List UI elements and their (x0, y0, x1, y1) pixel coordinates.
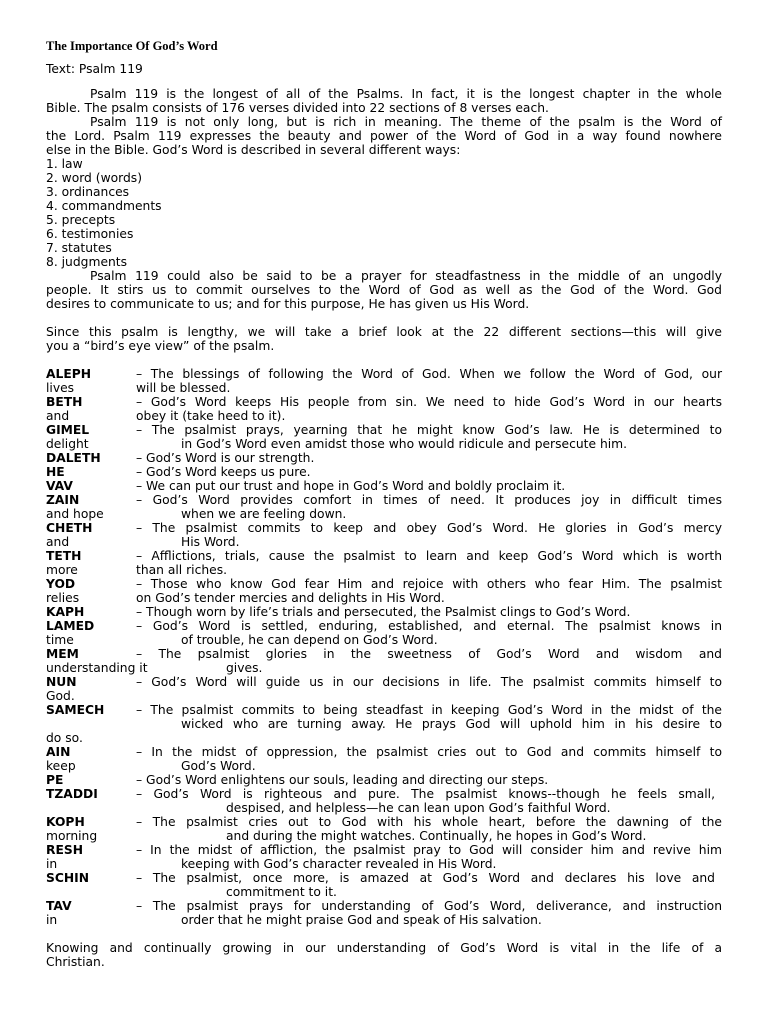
section-desc-continuation: God’s Word. (181, 759, 256, 773)
section-name-schin: SCHIN (46, 871, 90, 885)
intro-p4-line2: you a “bird’s eye view” of the psalm. (46, 339, 275, 353)
section-name-daleth: DALETH (46, 451, 101, 465)
intro-p3-line3: desires to communicate to us; and for this purpose, He has given us His Word. (46, 297, 530, 311)
section-name-yod: YOD (46, 577, 76, 591)
text-reference: Text: Psalm 119 (46, 62, 143, 76)
section-name-aleph: ALEPH (46, 367, 92, 381)
section-desc-line: – The psalmist glories in the sweetness of God’s Word and wisdom and (136, 647, 722, 661)
section-desc-line: – In the midst of oppression, the psalmist cries out to God and commits himself to (136, 745, 722, 759)
section-desc-line: – The blessings of following the Word of God. When we follow the Word of God, our (136, 367, 722, 381)
section-desc-wrap: lives (46, 381, 75, 395)
document-title: The Importance Of God’s Word (46, 39, 218, 53)
section-desc-continuation: on God’s tender mercies and delights in His Word. (136, 591, 445, 605)
list-item: 7. statutes (46, 241, 112, 255)
section-desc-line: – Afflictions, trials, cause the psalmist to learn and keep God’s Word which is worth (136, 549, 722, 563)
section-desc-continuation: will be blessed. (136, 381, 231, 395)
section-desc-line: – The psalmist cries out to God with his whole heart, before the dawning of the (136, 815, 722, 829)
section-desc-wrap: and (46, 535, 70, 549)
intro-p4-line1: Since this psalm is lengthy, we will take a brief look at the 22 different sections—this will give (46, 325, 722, 339)
section-name-tzaddi: TZADDI (46, 787, 98, 801)
section-name-nun: NUN (46, 675, 77, 689)
intro-p2-line3: else in the Bible. God’s Word is described in several different ways: (46, 143, 461, 157)
list-item: 5. precepts (46, 213, 116, 227)
section-name-tav: TAV (46, 899, 72, 913)
intro-p1-line2: Bible. The psalm consists of 176 verses divided into 22 sections of 8 verses each. (46, 101, 549, 115)
intro-p3-line2: people. It stirs us to commit ourselves to the Word of God as well as the God of the Word. God (46, 283, 722, 297)
section-name-teth: TETH (46, 549, 82, 563)
section-desc-wrap: keep (46, 759, 76, 773)
section-desc-line: – God’s Word enlightens our souls, leading and directing our steps. (136, 773, 549, 787)
section-desc-wrap: and (46, 409, 70, 423)
section-desc-continuation: despised, and helpless—he can lean upon God’s faithful Word. (226, 801, 611, 815)
section-desc-line: – God’s Word is righteous and pure. The psalmist knows--though he feels small, (136, 787, 715, 801)
section-name-pe: PE (46, 773, 64, 787)
list-item: 1. law (46, 157, 83, 171)
section-desc-wrap: delight (46, 437, 89, 451)
section-desc-wrap: morning (46, 829, 98, 843)
list-item: 6. testimonies (46, 227, 134, 241)
section-desc-line: – The psalmist prays for understanding of God’s Word, deliverance, and instruction (136, 899, 722, 913)
list-item: 4. commandments (46, 199, 162, 213)
section-desc-continuation: obey it (take heed to it). (136, 409, 286, 423)
intro-p3-line1: Psalm 119 could also be said to be a prayer for steadfastness in the middle of an ungodly (90, 269, 722, 283)
section-desc-line: – God’s Word is settled, enduring, established, and eternal. The psalmist knows in (136, 619, 722, 633)
section-desc-line: – God’s Word keeps His people from sin. We need to hide God’s Word in our hearts (136, 395, 722, 409)
section-name-beth: BETH (46, 395, 83, 409)
section-desc-line: – The psalmist commits to being steadfast in keeping God’s Word in the midst of the (136, 703, 722, 717)
section-desc-line: – We can put our trust and hope in God’s Word and boldly proclaim it. (136, 479, 566, 493)
list-item: 8. judgments (46, 255, 128, 269)
section-desc-wrap: time (46, 633, 74, 647)
section-name-samech: SAMECH (46, 703, 105, 717)
section-desc-continuation: of trouble, he can depend on God’s Word. (181, 633, 438, 647)
section-desc-line: – God’s Word provides comfort in times of need. It produces joy in difficult times (136, 493, 722, 507)
section-desc-wrap: in (46, 857, 58, 871)
section-desc-wrap: in (46, 913, 58, 927)
section-name-he: HE (46, 465, 65, 479)
section-desc-continuation: than all riches. (136, 563, 228, 577)
section-desc-continuation: keeping with God’s character revealed in His Word. (181, 857, 497, 871)
section-desc-line: – In the midst of affliction, the psalmist pray to God will consider him and revive him (136, 843, 722, 857)
section-desc-line: – Those who know God fear Him and rejoice with others who fear Him. The psalmist (136, 577, 722, 591)
section-desc-continuation: when we are feeling down. (181, 507, 347, 521)
section-desc-wrap: relies (46, 591, 80, 605)
section-desc-continuation: commitment to it. (226, 885, 337, 899)
section-name-cheth: CHETH (46, 521, 93, 535)
section-desc-line: – The psalmist commits to keep and obey God’s Word. He glories in God’s mercy (136, 521, 722, 535)
section-name-gimel: GIMEL (46, 423, 90, 437)
list-item: 3. ordinances (46, 185, 130, 199)
section-desc-wrap: God. (46, 689, 75, 703)
section-desc-wrap: more (46, 563, 78, 577)
intro-p1-line1: Psalm 119 is the longest of all of the Psalms. In fact, it is the longest chapter in the whole (90, 87, 722, 101)
section-name-zain: ZAIN (46, 493, 80, 507)
intro-p2-line1: Psalm 119 is not only long, but is rich in meaning. The theme of the psalm is the Word of (90, 115, 722, 129)
section-name-kaph: KAPH (46, 605, 85, 619)
section-desc-line: – God’s Word will guide us in our decisions in life. The psalmist commits himself to (136, 675, 722, 689)
section-desc-line: – God’s Word keeps us pure. (136, 465, 311, 479)
section-name-lamed: LAMED (46, 619, 95, 633)
section-desc-wrap: do so. (46, 731, 83, 745)
list-item: 2. word (words) (46, 171, 143, 185)
section-desc-line: – The psalmist prays, yearning that he might know God’s law. He is determined to (136, 423, 722, 437)
section-name-resh: RESH (46, 843, 84, 857)
section-desc-line: – Though worn by life’s trials and persecuted, the Psalmist clings to God’s Word. (136, 605, 631, 619)
section-desc-continuation: in God’s Word even amidst those who would ridicule and persecute him. (181, 437, 628, 451)
section-desc-wrap: understanding it (46, 661, 148, 675)
section-desc-continuation: and during the might watches. Continually, he hopes in God’s Word. (226, 829, 647, 843)
section-desc-continuation: wicked who are turning away. He prays God will uphold him in his desire to (181, 717, 722, 731)
section-desc-continuation: gives. (226, 661, 263, 675)
section-name-koph: KOPH (46, 815, 85, 829)
section-desc-line: – The psalmist, once more, is amazed at God’s Word and declares his love and (136, 871, 715, 885)
section-desc-line: – God’s Word is our strength. (136, 451, 315, 465)
section-name-vav: VAV (46, 479, 73, 493)
closing-line2: Christian. (46, 955, 105, 969)
closing-line1: Knowing and continually growing in our understanding of God’s Word is vital in the life of a (46, 941, 722, 955)
section-name-mem: MEM (46, 647, 79, 661)
intro-p2-line2: the Lord. Psalm 119 expresses the beauty and power of the Word of God in a way found nowhere (46, 129, 722, 143)
section-desc-continuation: His Word. (181, 535, 240, 549)
section-desc-continuation: order that he might praise God and speak of His salvation. (181, 913, 542, 927)
section-name-ain: AIN (46, 745, 71, 759)
section-desc-wrap: and hope (46, 507, 104, 521)
